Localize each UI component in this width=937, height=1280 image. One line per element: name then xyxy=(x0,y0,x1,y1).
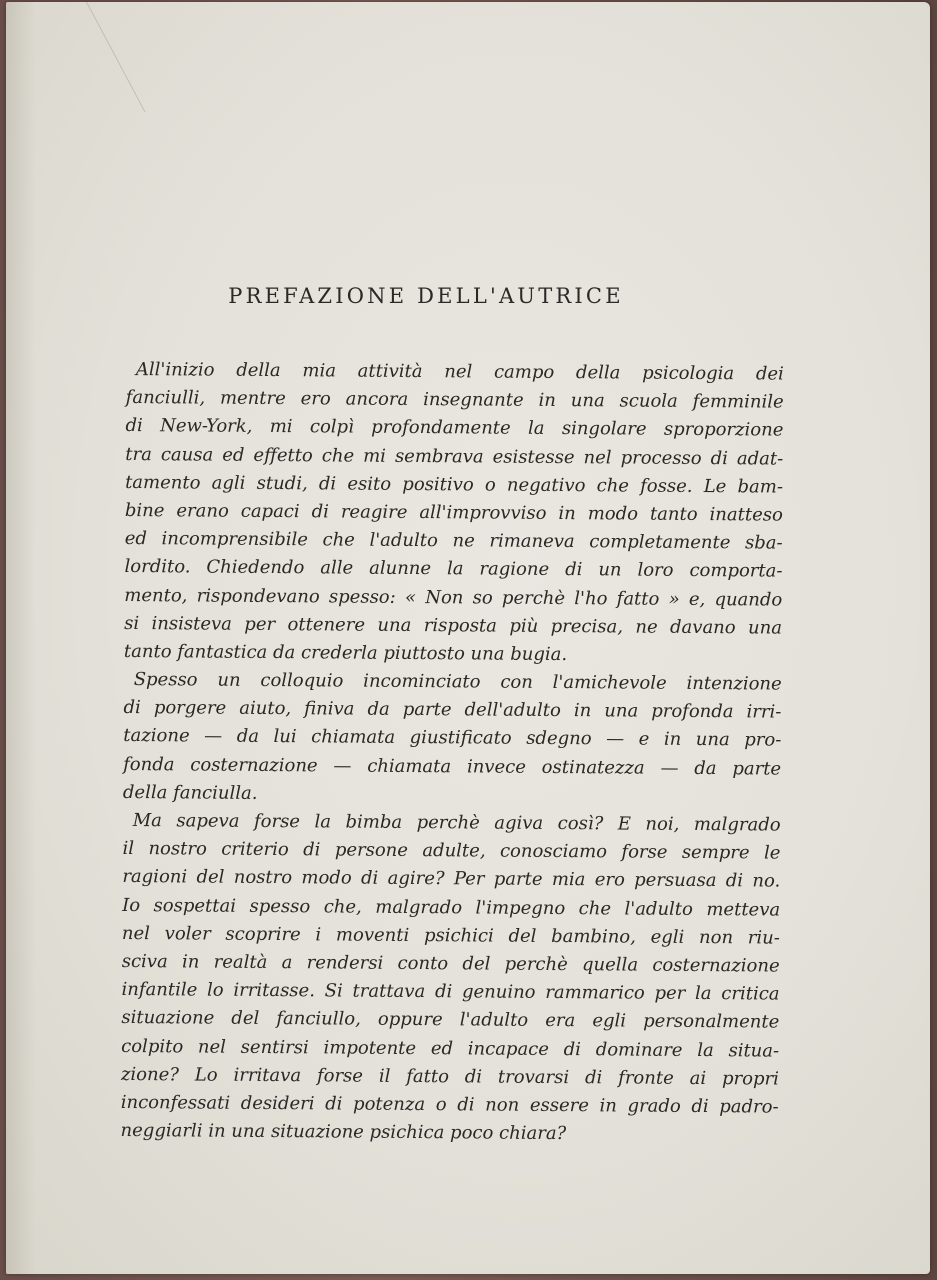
text-line: di New-York, mi colpì profondamente la singolare sproporzione xyxy=(125,415,784,441)
text-line: bine erano capaci di reagire all'improvviso in modo tanto inatteso xyxy=(124,499,783,526)
book-page xyxy=(6,2,930,1274)
text-line: Spesso un colloquio incominciato con l'amichevole intenzione xyxy=(133,669,782,695)
paragraph-2 xyxy=(123,666,782,812)
text-line: situazione del fanciullo, oppure l'adulto era egli personalmente xyxy=(121,1007,780,1033)
text-line: infantile lo irritasse. Si trattava di genuino rammarico per la critica xyxy=(121,979,780,1005)
text-line: ragioni del nostro modo di agire? Per parte mia ero persuasa di no. xyxy=(122,866,781,892)
text-line: zione? Lo irritava forse il fatto di trovarsi di fronte ai propri xyxy=(120,1063,779,1090)
text-line: tanto fantastica da crederla piuttosto una bugia. xyxy=(123,640,568,665)
paragraph-3 xyxy=(120,807,780,1150)
text-line: neggiarli in una situazione psichica poco chiara? xyxy=(120,1120,567,1145)
page-heading: PREFAZIONE DELL'AUTRICE xyxy=(228,284,624,308)
text-line: ed incomprensibile che l'adulto ne rimaneva completamente sba- xyxy=(124,528,783,554)
text-line: Io sospettai spesso che, malgrado l'impegno che l'adulto metteva xyxy=(122,894,781,921)
text-line: mento, rispondevano spesso: « Non so perchè l'ho fatto » e, quando xyxy=(124,584,783,611)
text-line: nel voler scoprire i moventi psichici del bambino, egli non riu- xyxy=(121,922,780,949)
text-line: tamento agli studi, di esito positivo o negativo che fosse. Le bam- xyxy=(125,471,784,498)
text-line: tra causa ed effetto che mi sembrava esistesse nel processo di adat- xyxy=(125,443,784,470)
text-line: il nostro criterio di persone adulte, conosciamo forse sempre le xyxy=(122,838,781,864)
text-line: si insisteva per ottenere una risposta più precisa, ne davano una xyxy=(124,612,783,639)
text-line: sciva in realtà a rendersi conto del perchè quella costernazione xyxy=(121,950,780,977)
text-line: della fanciulla. xyxy=(122,781,258,804)
text-line: lordito. Chiedendo alle alunne la ragione di un loro comporta- xyxy=(124,556,783,582)
text-line: All'inizio della mia attività nel campo della psicologia dei xyxy=(135,359,784,385)
text-line: Ma sapeva forse la bimba perchè agiva così? E noi, malgrado xyxy=(132,810,781,836)
paragraph-1 xyxy=(124,356,784,671)
text-line: colpito nel sentirsi impotente ed incapace di dominare la situa- xyxy=(121,1035,780,1062)
preface-text xyxy=(120,356,783,1150)
text-line: fonda costernazione — chiamata invece ostinatezza — da parte xyxy=(123,753,782,780)
text-line: inconfessati desideri di potenza o di non essere in grado di padro- xyxy=(120,1091,779,1118)
text-line: tazione — da lui chiamata giustificato sdegno — e in una pro- xyxy=(123,725,782,752)
text-line: fanciulli, mentre ero ancora insegnante in una scuola femminile xyxy=(125,387,784,413)
page-crease xyxy=(16,2,145,112)
text-line: di porgere aiuto, finiva da parte dell'adulto in una profonda irri- xyxy=(123,697,782,723)
